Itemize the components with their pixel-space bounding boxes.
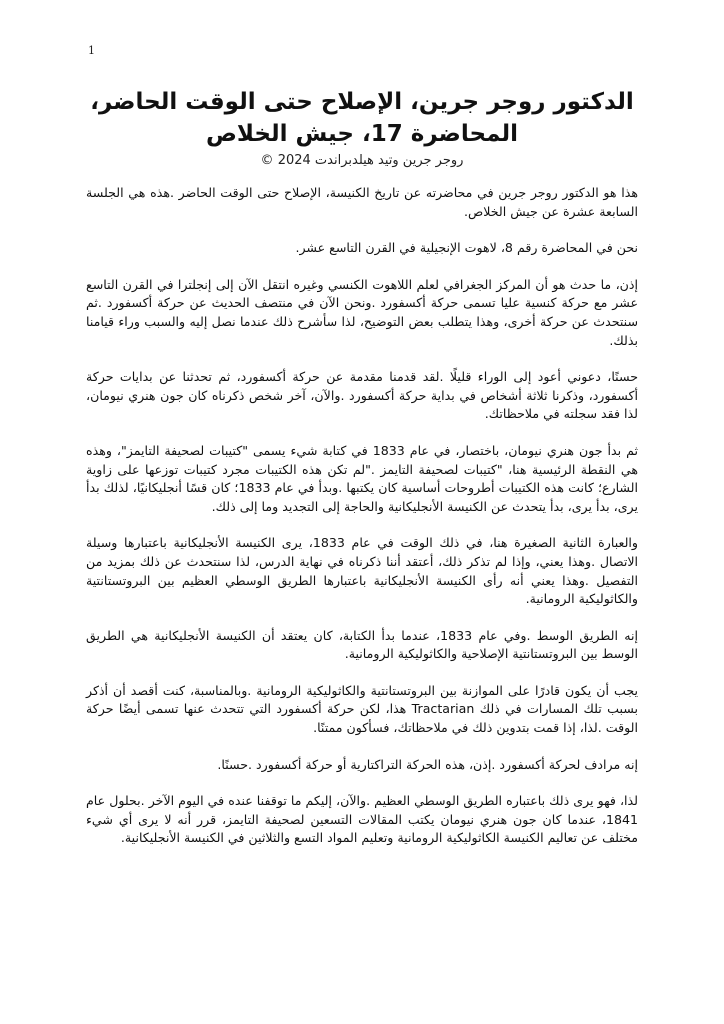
paragraph: ثم بدأ جون هنري نيومان، باختصار، في عام 1833 في كتابة شيء يسمى "كتيبات لصحيفة التايمز"، وهذه هي النقطة الرئيسية هنا، "كتيبات لصحيفة التايمز ."لم تكن هذه الكتيبات مجرد كتيبات توزعها على زاوية الشارع؛ كانت هذه الكتيبات أطروحات أساسية كان يكتبها .وبدأ في عام 1833؛ كان قسًا أنجليكانيًا، لذلك بدأ يرى، بدأ يرى، بدأ يتحدث عن الكنيسة الأنجليكانية والحاجة إلى التجديد وما إلى ذلك. — [86, 442, 639, 514]
document-title: الدكتور روجر جرين، الإصلاح حتى الوقت الحاضر، المحاضرة 17، جيش الخلاص — [90, 89, 634, 147]
paragraph: إذن، ما حدث هو أن المركز الجغرافي لعلم اللاهوت الكنسي وغيره انتقل الآن إلى إنجلترا في القرن التاسع عشر مع حركة كنسية عليا تسمى حركة أكسفورد .ونحن الآن في منتصف الحديث عن حركة أكسفورد .ثم سنتحدث عن حركة أخرى، وهذا يتطلب بعض التوضيح، لذا سأشرح ذلك عندما نصل إليه والسبب وراء قيامنا بذلك. — [86, 276, 638, 348]
page-number: 1 — [88, 44, 95, 57]
paragraph: نحن في المحاضرة رقم 8، لاهوت الإنجيلية في القرن التاسع عشر. — [295, 240, 638, 256]
paragraph: هذا هو الدكتور روجر جرين في محاضرته عن تاريخ الكنيسة، الإصلاح حتى الوقت الحاضر .هذه هي الجلسة السابعة عشرة عن جيش الخلاص. — [86, 185, 638, 219]
paragraph: لذا، فهو يرى ذلك باعتباره الطريق الوسطي العظيم .والآن، إليكم ما توقفنا عنده في اليوم الآخر .بحلول عام 1841، عندما كان جون هنري نيومان يكتب المقالات التسعين لصحيفة التايمز، قرر أنه لا يرى أي شيء مختلف عن تعاليم الكنيسة الكاثوليكية الرومانية وتعليم المواد التسع والثلاثين في الكنيسة الأنجليكانية. — [86, 793, 638, 846]
paragraph: يجب أن يكون قادرًا على الموازنة بين البروتستانتية والكاثوليكية الرومانية .وبالمناسبة، كنت أقصد أن أذكر بسبب تلك المسارات في ذلك Tractarian هذا، لكن حركة أكسفورد التي تتحدث عنها تسمى أيضًا حركة الوقت .لذا، إذا قمت بتدوين ذلك في ملاحظاتك، فسأكون ممتنًا. — [86, 682, 638, 736]
paragraph: حسنًا، دعوني أعود إلى الوراء قليلًا .لقد قدمنا مقدمة عن حركة أكسفورد، ثم تحدثنا عن بدايات حركة أكسفورد، وذكرنا ثلاثة أشخاص في بداية حركة أكسفورد .والآن، آخر شخص ذكرناه كان جون هنري نيومان، لذا فقد سجلته في ملاحظاتك. — [86, 369, 638, 422]
document-content — [86, 86, 638, 866]
paragraph: والعبارة الثانية الصغيرة هنا، في ذلك الوقت في عام 1833، يرى الكنيسة الأنجليكانية باعتبارها وسيلة الاتصال .وهذا يعني، وإذا لم تذكر ذلك، أعتقد أننا ذكرناه في نهاية الدرس، لذا سنتحدث عن ذلك بمزيد من التفصيل .وهذا يعني أنه رأى الكنيسة الأنجليكانية باعتبارها الطريق الوسطي العظيم بين البروتستانتية والكاثوليكية الرومانية. — [86, 535, 638, 607]
paragraph: إنه مرادف لحركة أكسفورد .إذن، هذه الحركة التراكتارية أو حركة أكسفورد .حسنًا. — [217, 756, 638, 772]
paragraph: إنه الطريق الوسط .وفي عام 1833، عندما بدأ الكتابة، كان يعتقد أن الكنيسة الأنجليكانية هي الطريق الوسط بين البروتستانتية الإصلاحية والكاثوليكية الرومانية. — [86, 627, 638, 662]
document-body — [86, 184, 638, 848]
copyright-line: روجر جرين وتيد هيلدبراندت 2024 © — [260, 153, 464, 168]
